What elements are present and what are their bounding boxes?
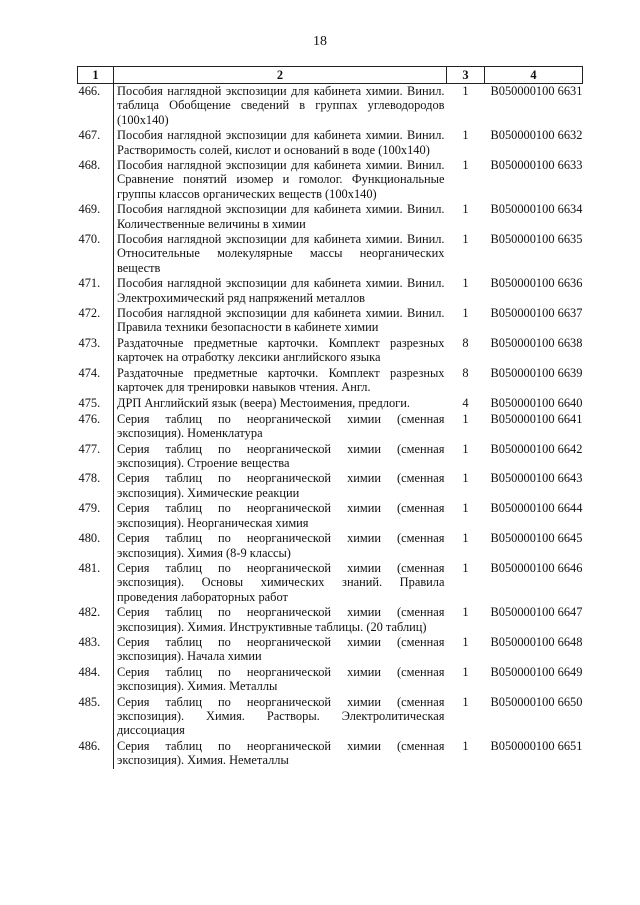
row-quantity: 8 [462, 366, 469, 381]
table-row [78, 739, 583, 769]
table-row [78, 561, 583, 605]
row-number: 478. [78, 471, 101, 486]
row-number: 470. [78, 232, 101, 247]
table-row [78, 501, 583, 531]
row-number: 483. [78, 635, 101, 650]
row-description: Пособия наглядной экспозиции для кабинета химии. Винил. Электрохимический ряд напряжений металлов [114, 276, 447, 306]
table-row [78, 336, 583, 366]
table-row [78, 471, 583, 501]
row-number: 484. [78, 665, 101, 680]
row-description: ДРП Английский язык (веера) Местоимения, предлоги. [114, 396, 447, 412]
row-inventory-code: B050000100 6635 [490, 232, 583, 247]
row-description: Серия таблиц по неорганической химии (сменная экспозиция). Основы химических знаний. Правила проведения лабораторных работ [114, 561, 447, 605]
row-quantity: 1 [462, 605, 469, 620]
header-col-3: 3 [447, 67, 485, 84]
page-number: 18 [313, 34, 327, 49]
row-description: Пособия наглядной экспозиции для кабинета химии. Винил. Правила техники безопасности в кабинете химии [114, 306, 447, 336]
row-quantity: 1 [462, 84, 469, 99]
row-number: 486. [78, 739, 101, 754]
row-description: Серия таблиц по неорганической химии (сменная экспозиция). Химия. Неметаллы [114, 739, 447, 769]
row-number: 481. [78, 561, 101, 576]
row-number: 471. [78, 276, 101, 291]
row-inventory-code: B050000100 6632 [490, 128, 583, 143]
row-quantity: 1 [462, 202, 469, 217]
table-row [78, 396, 583, 412]
row-inventory-code: B050000100 6649 [490, 665, 583, 680]
table-row [78, 665, 583, 695]
table-row [78, 412, 583, 442]
row-number: 473. [78, 336, 101, 351]
row-inventory-code: B050000100 6650 [490, 695, 583, 710]
row-quantity: 1 [462, 276, 469, 291]
row-number: 485. [78, 695, 101, 710]
table-header [78, 67, 583, 84]
header-col-1: 1 [78, 67, 114, 84]
table-row [78, 306, 583, 336]
row-quantity: 1 [462, 665, 469, 680]
row-description: Серия таблиц по неорганической химии (сменная экспозиция). Строение вещества [114, 442, 447, 472]
row-inventory-code: B050000100 6634 [490, 202, 583, 217]
row-inventory-code: B050000100 6647 [490, 605, 583, 620]
row-inventory-code: B050000100 6646 [490, 561, 583, 576]
table-row [78, 128, 583, 158]
row-description: Пособия наглядной экспозиции для кабинета химии. Винил. таблица Обобщение сведений в группах углеводородов (100х140) [114, 84, 447, 129]
row-number: 477. [78, 441, 101, 456]
row-description: Серия таблиц по неорганической химии (сменная экспозиция). Химия. Растворы. Электролитическая диссоциация [114, 695, 447, 739]
row-quantity: 1 [462, 471, 469, 486]
row-description: Серия таблиц по неорганической химии (сменная экспозиция). Начала химии [114, 635, 447, 665]
row-inventory-code: B050000100 6644 [490, 501, 583, 516]
table-row [78, 276, 583, 306]
row-inventory-code: B050000100 6633 [490, 158, 583, 173]
row-quantity: 1 [462, 695, 469, 710]
row-number: 474. [78, 366, 101, 381]
table-row [78, 635, 583, 665]
row-inventory-code: B050000100 6642 [490, 441, 583, 456]
row-quantity: 1 [462, 531, 469, 546]
row-quantity: 1 [462, 158, 469, 173]
row-number: 468. [78, 158, 101, 173]
table-row [78, 442, 583, 472]
row-description: Пособия наглядной экспозиции для кабинета химии. Винил. Относительные молекулярные массы неорганических веществ [114, 232, 447, 276]
header-col-2: 2 [114, 67, 447, 84]
row-inventory-code: B050000100 6638 [490, 336, 583, 351]
table-row [78, 84, 583, 129]
row-description: Серия таблиц по неорганической химии (сменная экспозиция). Номенклатура [114, 412, 447, 442]
row-description: Серия таблиц по неорганической химии (сменная экспозиция). Химия (8-9 классы) [114, 531, 447, 561]
row-inventory-code: B050000100 6640 [490, 395, 583, 410]
row-quantity: 1 [462, 501, 469, 516]
row-quantity: 1 [462, 635, 469, 650]
row-description: Пособия наглядной экспозиции для кабинета химии. Винил. Сравнение понятий изомер и гомолог. Функциональные группы классов органических веществ (100х140) [114, 158, 447, 202]
row-quantity: 1 [462, 739, 469, 754]
row-number: 475. [78, 395, 101, 410]
row-number: 480. [78, 531, 101, 546]
table-row [78, 202, 583, 232]
row-inventory-code: B050000100 6643 [490, 471, 583, 486]
table-row [78, 366, 583, 396]
row-number: 482. [78, 605, 101, 620]
inventory-table [77, 66, 583, 769]
row-inventory-code: B050000100 6636 [490, 276, 583, 291]
row-quantity: 1 [462, 128, 469, 143]
table-row [78, 158, 583, 202]
table-row [78, 605, 583, 635]
row-description: Серия таблиц по неорганической химии (сменная экспозиция). Неорганическая химия [114, 501, 447, 531]
row-description: Серия таблиц по неорганической химии (сменная экспозиция). Химия. Металлы [114, 665, 447, 695]
row-number: 467. [78, 128, 101, 143]
row-quantity: 1 [462, 441, 469, 456]
row-inventory-code: B050000100 6651 [490, 739, 583, 754]
row-description: Пособия наглядной экспозиции для кабинета химии. Винил. Количественные величины в химии [114, 202, 447, 232]
row-quantity: 1 [462, 561, 469, 576]
table-row [78, 695, 583, 739]
row-inventory-code: B050000100 6631 [490, 84, 583, 99]
table-body [78, 84, 583, 769]
table-row [78, 232, 583, 276]
row-inventory-code: B050000100 6641 [490, 411, 583, 426]
row-quantity: 1 [462, 232, 469, 247]
row-number: 479. [78, 501, 101, 516]
row-inventory-code: B050000100 6645 [490, 531, 583, 546]
row-number: 469. [78, 202, 101, 217]
row-description: Серия таблиц по неорганической химии (сменная экспозиция). Химические реакции [114, 471, 447, 501]
row-inventory-code: B050000100 6639 [490, 366, 583, 381]
table-row [78, 531, 583, 561]
row-number: 472. [78, 306, 101, 321]
row-quantity: 1 [462, 306, 469, 321]
row-description: Серия таблиц по неорганической химии (сменная экспозиция). Химия. Инструктивные таблицы. (20 таблиц) [114, 605, 447, 635]
row-number: 466. [78, 84, 101, 99]
row-quantity: 4 [462, 395, 469, 410]
row-quantity: 1 [462, 411, 469, 426]
row-inventory-code: B050000100 6648 [490, 635, 583, 650]
row-description: Пособия наглядной экспозиции для кабинета химии. Винил. Растворимость солей, кислот и оснований в воде (100х140) [114, 128, 447, 158]
row-number: 476. [78, 411, 101, 426]
row-description: Раздаточные предметные карточки. Комплект разрезных карточек на отработку лексики английского языка [114, 336, 447, 366]
row-inventory-code: B050000100 6637 [490, 306, 583, 321]
row-description: Раздаточные предметные карточки. Комплект разрезных карточек для тренировки навыков чтения. Англ. [114, 366, 447, 396]
row-quantity: 8 [462, 336, 469, 351]
header-col-4: 4 [485, 67, 583, 84]
